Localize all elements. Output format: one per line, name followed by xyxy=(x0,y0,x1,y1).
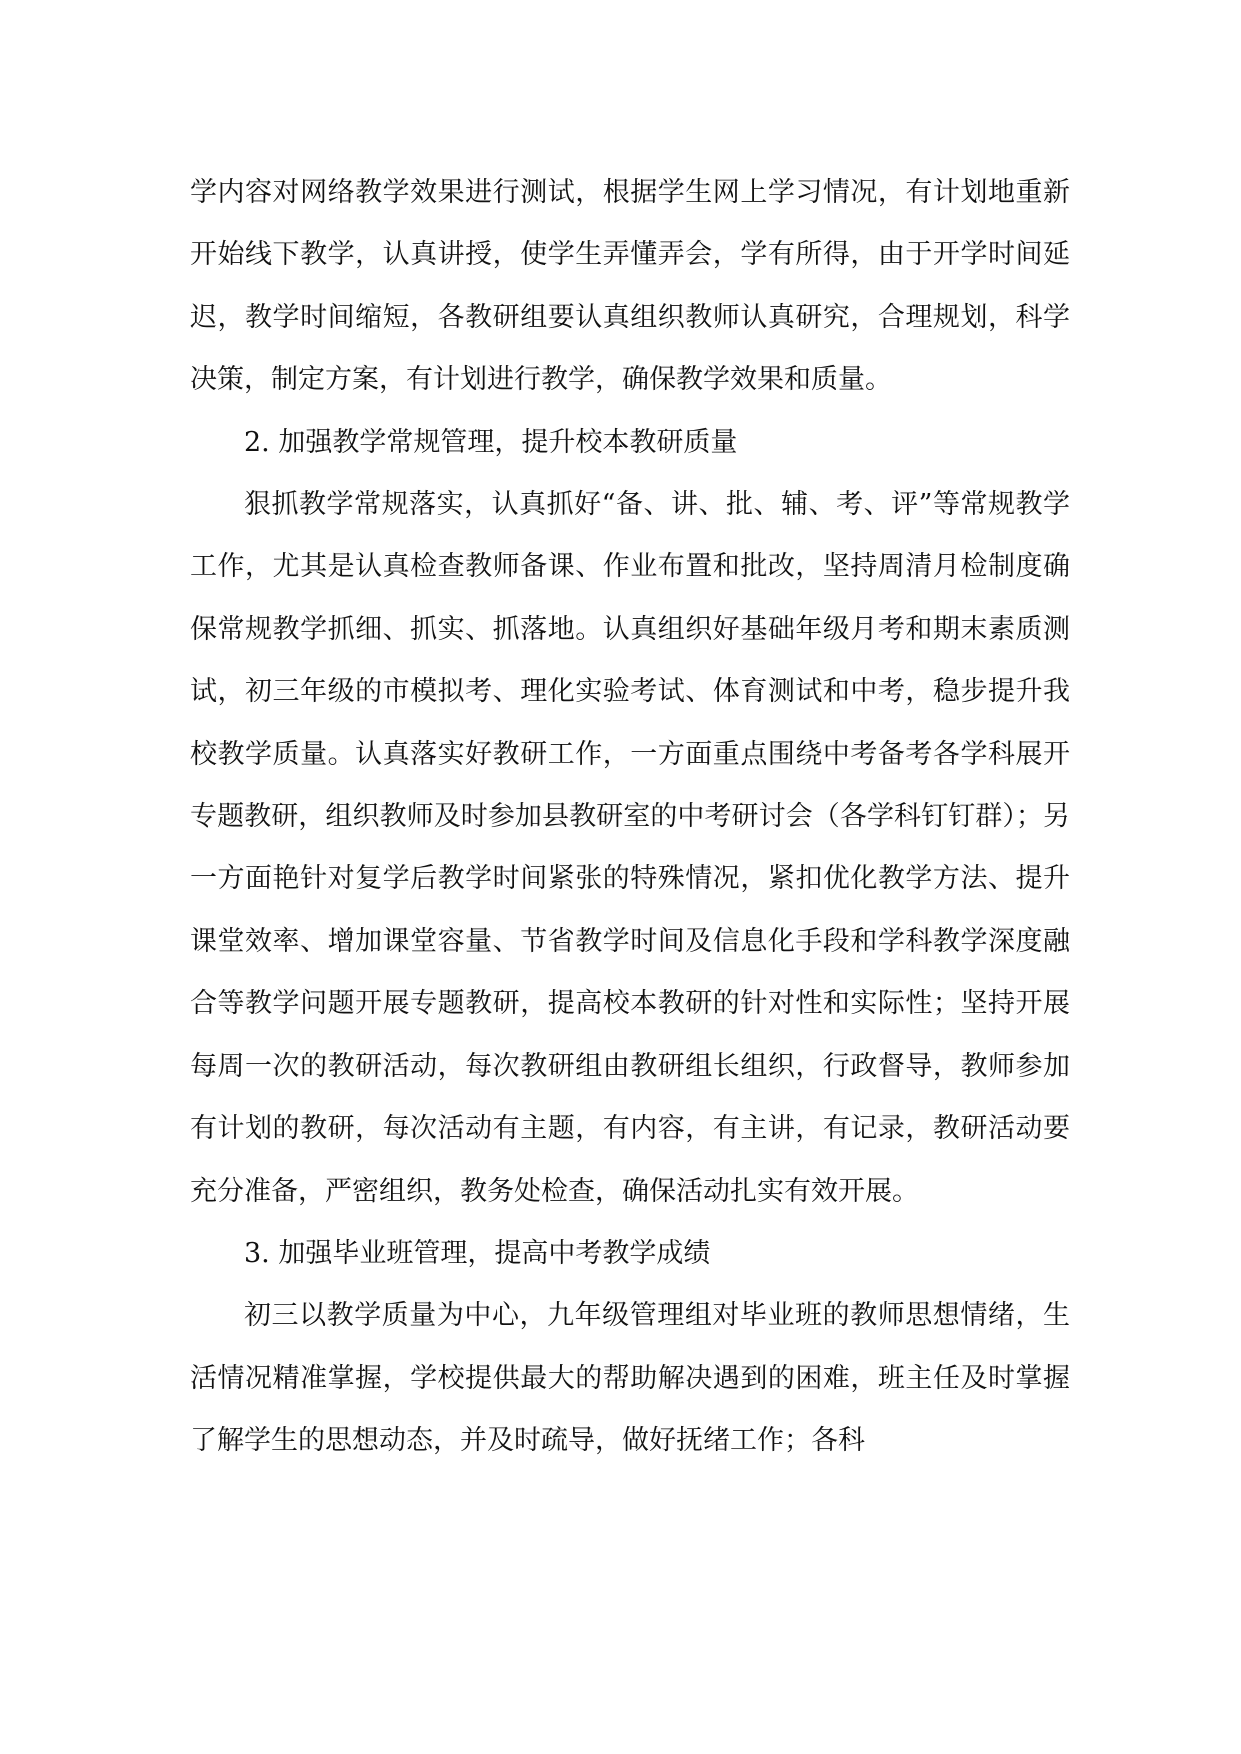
paragraph-continuation: 学内容对网络教学效果进行测试，根据学生网上学习情况，有计划地重新开始线下教学，认真讲授，使学生弄懂弄会，学有所得，由于开学时间延迟，教学时间缩短，各教研组要认真组织教师认真研究，合理规划，科学决策，制定方案，有计划进行教学，确保教学效果和质量。 xyxy=(190,177,1070,396)
section-heading-3: 3. 加强毕业班管理，提高中考教学成绩 xyxy=(244,1237,711,1269)
section-heading-2: 2. 加强教学常规管理，提升校本教研质量 xyxy=(244,426,738,458)
paragraph-graduation-class: 初三以教学质量为中心，九年级管理组对毕业班的教师思想情绪，生活情况精准掌握，学校提供最大的帮助解决遇到的困难，班主任及时掌握了解学生的思想动态，并及时疏导，做好抚绪工作；各科 xyxy=(190,1300,1070,1457)
paragraph-teaching-routine: 狠抓教学常规落实，认真抓好“备、讲、批、辅、考、评”等常规教学工作，尤其是认真检查教师备课、作业布置和批改，坚持周清月检制度确保常规教学抓细、抓实、抓落地。认真组织好基础年级月考和期末素质测试，初三年级的市模拟考、理化实验考试、体育测试和中考，稳步提升我校教学质量。认真落实好教研工作，一方面重点围绕中考备考各学科展开专题教研，组织教师及时参加县教研室的中考研讨会（各学科钉钉群）；另一方面艳针对复学后教学时间紧张的特殊情况，紧扣优化教学方法、提升课堂效率、增加课堂容量、节省教学时间及信息化手段和学科教学深度融合等教学问题开展专题教研，提高校本教研的针对性和实际性；坚持开展每周一次的教研活动，每次教研组由教研组长组织，行政督导，教师参加有计划的教研，每次活动有主题，有内容，有主讲，有记录，教研活动要充分准备，严密组织，教务处检查，确保活动扎实有效开展。 xyxy=(190,489,1070,1207)
document-body xyxy=(190,162,1070,1473)
